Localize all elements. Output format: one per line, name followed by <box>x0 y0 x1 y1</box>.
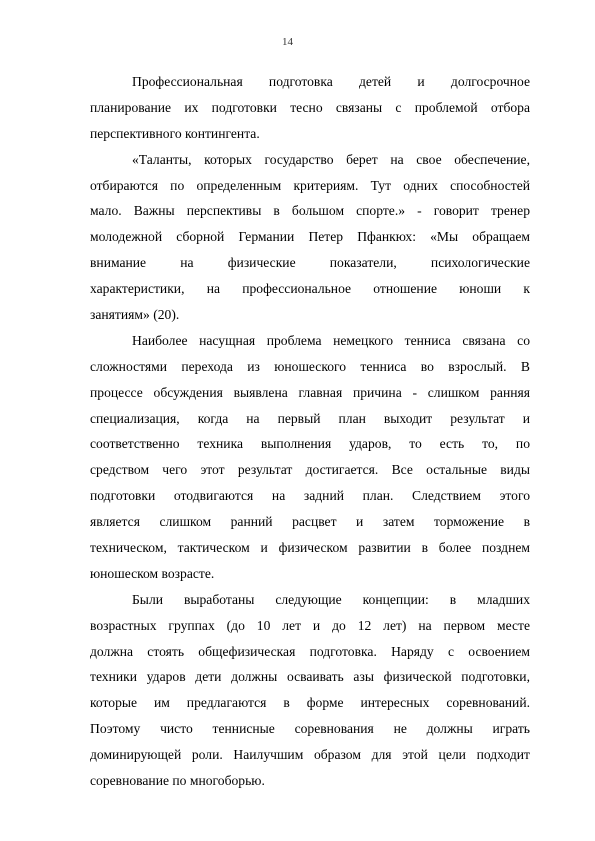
text-line: специализация, когда на первый план выходит результат и <box>90 410 530 426</box>
text-line: техники ударов дети должны осваивать азы физической подготовки, <box>90 669 530 685</box>
text-line: подготовки отодвигаются на задний план. Следствием этого <box>90 488 530 504</box>
text-line: соответственно техника выполнения ударов, то есть то, по <box>90 436 530 452</box>
text-line: Профессиональная подготовка детей и долгосрочное <box>132 74 530 89</box>
text-line: «Таланты, которых государство берет на свое обеспечение, <box>132 151 530 167</box>
text-line: внимание на физические показатели, психологические <box>90 255 530 271</box>
text-line: перспективного контингента. <box>90 125 260 141</box>
text-line: молодежной сборной Германии Петер Пфанкюх: «Мы обращаем <box>90 229 530 245</box>
text-line: Поэтому чисто теннисные соревнования не должны играть <box>90 721 530 737</box>
text-line: процессе обсуждения выявлена главная причина - слишком ранняя <box>90 384 530 400</box>
text-line: юношеском возрасте. <box>90 565 215 581</box>
text-line: характеристики, на профессиональное отношение юноши к <box>90 281 530 297</box>
text-line: должна стоять общефизическая подготовка. Наряду с освоением <box>90 643 530 659</box>
paragraph <box>90 69 530 147</box>
text-line: Были выработаны следующие концепции: в младших <box>132 591 530 607</box>
text-line: которые им предлагаются в форме интересных соревнований. <box>90 695 530 711</box>
text-line: Наиболее насущная проблема немецкого тенниса связана со <box>132 332 530 348</box>
text-line: занятиям» (20). <box>90 307 180 323</box>
text-line: соревнование по многоборью. <box>90 773 265 789</box>
text-line: является слишком ранний расцвет и затем торможение в <box>90 514 530 530</box>
text-line: средством чего этот результат достигается. Все остальные виды <box>90 462 530 478</box>
paragraph <box>90 147 530 328</box>
text-line: планирование их подготовки тесно связаны с проблемой отбора <box>90 99 530 115</box>
text-line: мало. Важны перспективы в большом спорте.» - говорит тренер <box>90 203 530 219</box>
text-line: техническом, тактическом и физическом развитии в более позднем <box>90 540 530 556</box>
page-number: 14 <box>282 36 293 48</box>
text-line: отбираются по определенным критериям. Тут одних способностей <box>90 177 530 193</box>
text-line: возрастных группах (до 10 лет и до 12 лет) на первом месте <box>90 617 530 633</box>
text-line: сложностями перехода из юношеского тенниса во взрослый. В <box>90 358 530 374</box>
body-text <box>90 69 530 794</box>
paragraph <box>90 328 530 587</box>
text-line: доминирующей роли. Наилучшим образом для этой цели подходит <box>90 747 530 763</box>
paragraph <box>90 587 530 794</box>
